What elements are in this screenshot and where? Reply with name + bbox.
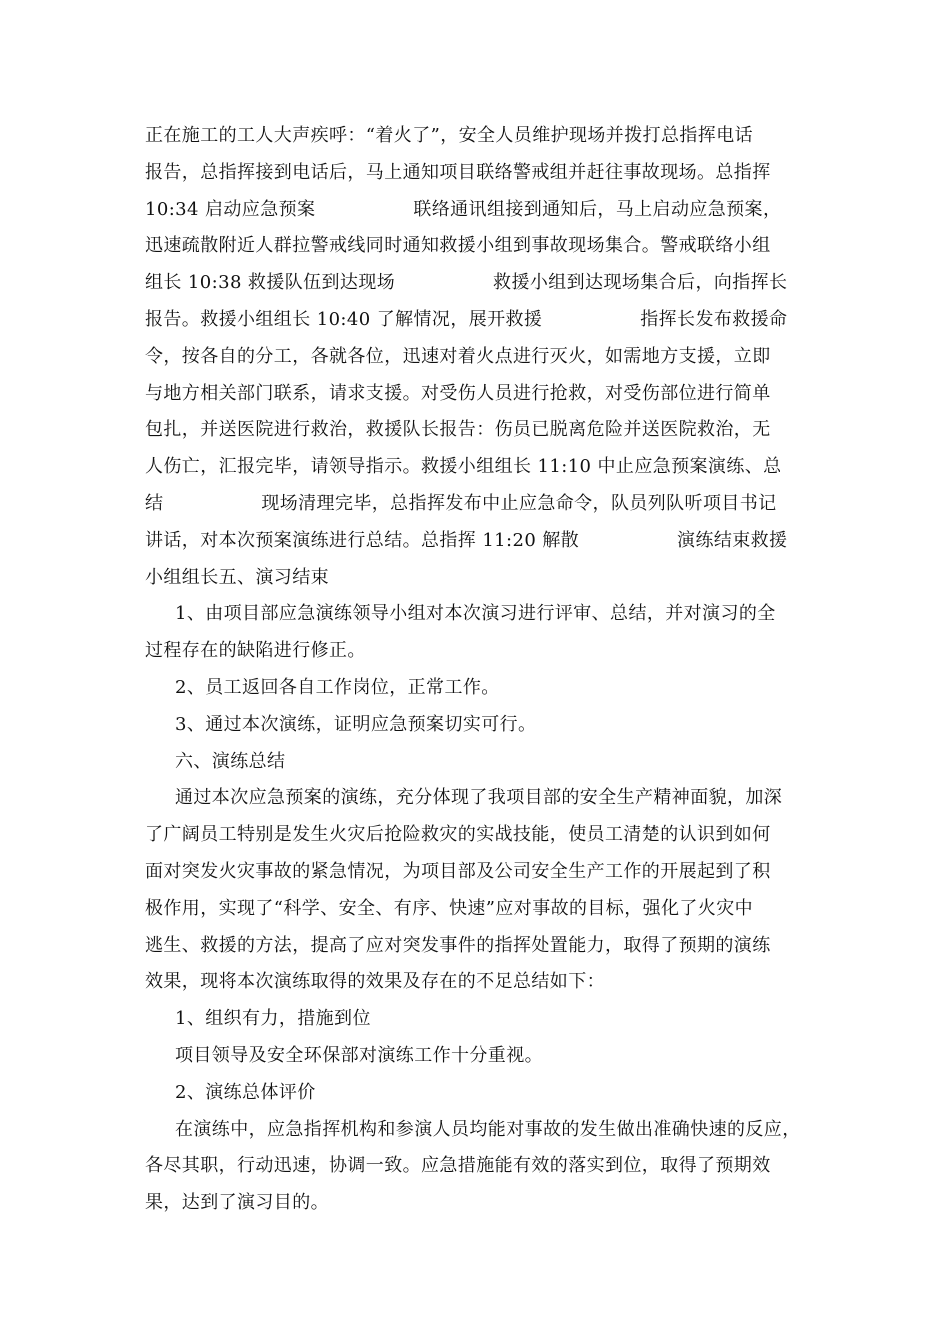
list-item: 3、通过本次演练，证明应急预案切实可行。 (175, 713, 537, 735)
subsection-heading: 2、演练总体评价 (175, 1081, 316, 1103)
paragraph-line: 极作用，实现了“科学、安全、有序、快速”应对事故的目标，强化了火灾中 (145, 897, 754, 919)
paragraph-line: 效果，现将本次演练取得的效果及存在的不足总结如下： (145, 971, 605, 993)
paragraph-line: 面对突发火灾事故的紧急情况，为项目部及公司安全生产工作的开展起到了积 (145, 860, 771, 882)
text-line: 报告，总指挥接到电话后，马上通知项目联络警戒组并赶往事故现场。总指挥 (145, 161, 771, 183)
document-page (145, 118, 810, 1222)
section-heading: 六、演练总结 (175, 750, 286, 772)
text-line: 正在施工的工人大声疾呼：“着火了”，安全人员维护现场并拨打总指挥电话 (145, 125, 754, 146)
text-line: 小组组长五、演习结束 (145, 566, 329, 588)
subsection-heading: 1、组织有力，措施到位 (175, 1008, 371, 1030)
text-line: 讲话，对本次预案演练进行总结。总指挥 11:20 解散 演练结束救援 (145, 529, 788, 551)
text-line: 令，按各自的分工，各就各位，迅速对着火点进行灭火，如需地方支援，立即 (145, 345, 771, 367)
paragraph-line: 通过本次应急预案的演练，充分体现了我项目部的安全生产精神面貌，加深 (175, 787, 783, 809)
text-line: 迅速疏散附近人群拉警戒线同时通知救援小组到事故现场集合。警戒联络小组 (145, 235, 771, 257)
text-line: 包扎，并送医院进行救治，救援队长报告：伤员已脱离危险并送医院救治，无 (145, 419, 771, 441)
text-line: 过程存在的缺陷进行修正。 (145, 640, 366, 662)
paragraph-line: 了广阔员工特别是发生火灾后抢险救灾的实战技能，使员工清楚的认识到如何 (145, 824, 771, 846)
text-line: 报告。救援小组组长 10:40 了解情况，展开救援 指挥长发布救援命 (145, 308, 788, 330)
paragraph-line: 各尽其职，行动迅速，协调一致。应急措施能有效的落实到位，取得了预期效 (145, 1155, 771, 1177)
list-item: 1、由项目部应急演练领导小组对本次演习进行评审、总结，并对演习的全 (175, 603, 776, 625)
paragraph-line: 项目领导及安全环保部对演练工作十分重视。 (175, 1044, 543, 1066)
text-line: 组长 10:38 救援队伍到达现场 救援小组到达现场集合后，向指挥长 (145, 272, 788, 294)
text-line: 人伤亡，汇报完毕，请领导指示。救援小组组长 11:10 中止应急预案演练、总 (145, 456, 782, 478)
text-line: 10:34 启动应急预案 联络通讯组接到通知后，马上启动应急预案， (145, 198, 782, 220)
list-item: 2、员工返回各自工作岗位，正常工作。 (175, 676, 500, 698)
paragraph-line: 果，达到了演习目的。 (145, 1192, 329, 1214)
text-line: 结 现场清理完毕，总指挥发布中止应急命令，队员列队听项目书记 (145, 492, 777, 514)
paragraph-line: 逃生、救援的方法，提高了应对突发事件的指挥处置能力，取得了预期的演练 (145, 934, 771, 956)
text-line: 与地方相关部门联系，请求支援。对受伤人员进行抢救，对受伤部位进行简单 (145, 382, 771, 404)
paragraph-line: 在演练中，应急指挥机构和参演人员均能对事故的发生做出准确快速的反应， (175, 1118, 801, 1140)
